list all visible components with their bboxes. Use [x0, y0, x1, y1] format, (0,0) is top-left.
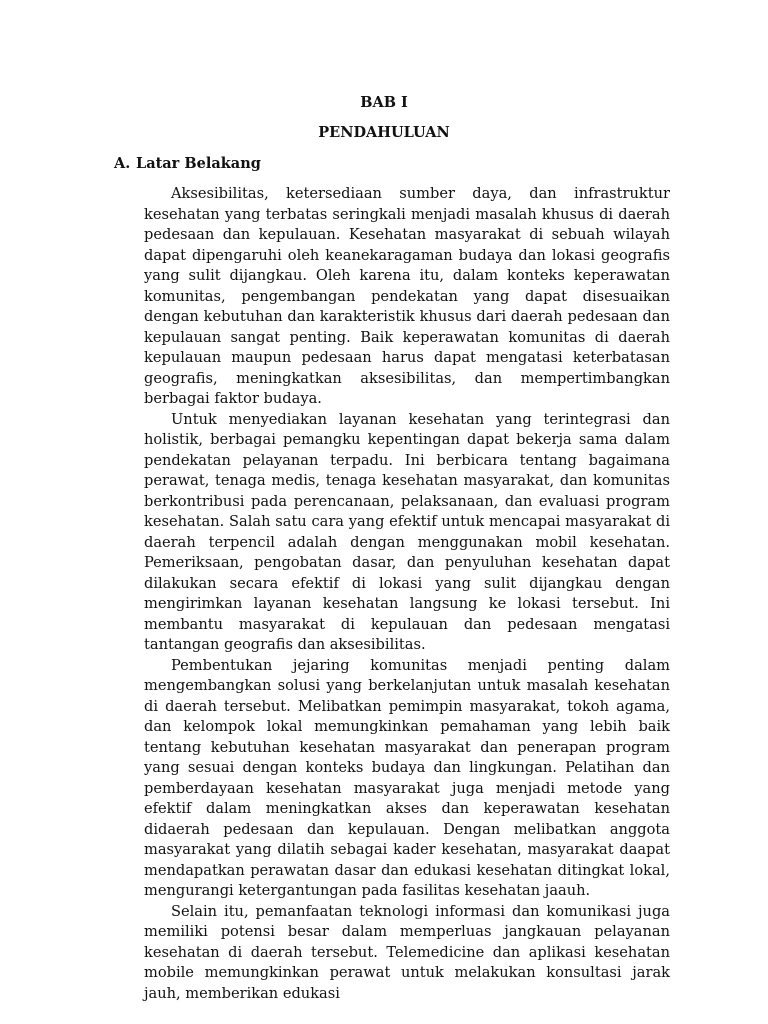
section-title: Latar Belakang	[136, 155, 261, 172]
section-letter: A.	[114, 155, 131, 172]
paragraph-2: Untuk menyediakan layanan kesehatan yang terintegrasi dan holistik, berbagai pemangku kepentingan dapat bekerja sama dalam pendekatan pelayanan terpadu. Ini berbicara tentang bagaimana perawat, tenaga medis, tenaga kesehatan masyarakat, dan komunitas berkontribusi pada perencanaan, pelaksanaan, dan evaluasi program kesehatan. Salah satu cara yang efektif untuk mencapai masyarakat di daerah terpencil adalah dengan menggunakan mobil kesehatan. Pemeriksaan, pengobatan dasar, dan penyuluhan kesehatan dapat dilakukan secara efektif di lokasi yang sulit dijangkau dengan mengirimkan layanan kesehatan langsung ke lokasi tersebut. Ini membantu masyarakat di kepulauan dan pedesaan mengatasi tantangan geografis dan aksesibilitas.	[144, 410, 670, 653]
body-text	[144, 184, 670, 1004]
chapter-label: BAB I	[360, 94, 408, 111]
paragraph-1: Aksesibilitas, ketersediaan sumber daya, dan infrastruktur kesehatan yang terbatas seringkali menjadi masalah khusus di daerah pedesaan dan kepulauan. Kesehatan masyarakat di sebuah wilayah dapat dipengaruhi oleh keanekaragaman budaya dan lokasi geografis yang sulit dijangkau. Oleh karena itu, dalam konteks keperawatan komunitas, pengembangan pendekatan yang dapat disesuaikan dengan kebutuhan dan karakteristik khusus dari daerah pedesaan dan kepulauan sangat penting. Baik keperawatan komunitas di daerah kepulauan maupun pedesaan harus dapat mengatasi keterbatasan geografis, meningkatkan aksesibilitas, dan mempertimbangkan berbagai faktor budaya.	[144, 185, 670, 407]
paragraph-4: Selain itu, pemanfaatan teknologi informasi dan komunikasi juga memiliki potensi besar dalam memperluas jangkauan pelayanan kesehatan di daerah tersebut. Telemedicine dan aplikasi kesehatan mobile memungkinkan perawat untuk melakukan konsultasi jarak jauh, memberikan edukasi	[144, 902, 670, 1002]
section-heading	[114, 154, 261, 174]
paragraph-3: Pembentukan jejaring komunitas menjadi penting dalam mengembangkan solusi yang berkelanjutan untuk masalah kesehatan di daerah tersebut. Melibatkan pemimpin masyarakat, tokoh agama, dan kelompok lokal memungkinkan pemahaman yang lebih baik tentang kebutuhan kesehatan masyarakat dan penerapan program yang sesuai dengan konteks budaya dan lingkungan. Pelatihan dan pemberdayaan kesehatan masyarakat juga menjadi metode yang efektif dalam meningkatkan akses dan keperawatan kesehatan didaerah pedesaan dan kepulauan. Dengan melibatkan anggota masyarakat yang dilatih sebagai kader kesehatan, masyarakat daapat mendapatkan perawatan dasar dan edukasi kesehatan ditingkat lokal, mengurangi ketergantungan pada fasilitas kesehatan jaauh.	[144, 656, 670, 899]
chapter-title: PENDAHULUAN	[318, 124, 450, 141]
